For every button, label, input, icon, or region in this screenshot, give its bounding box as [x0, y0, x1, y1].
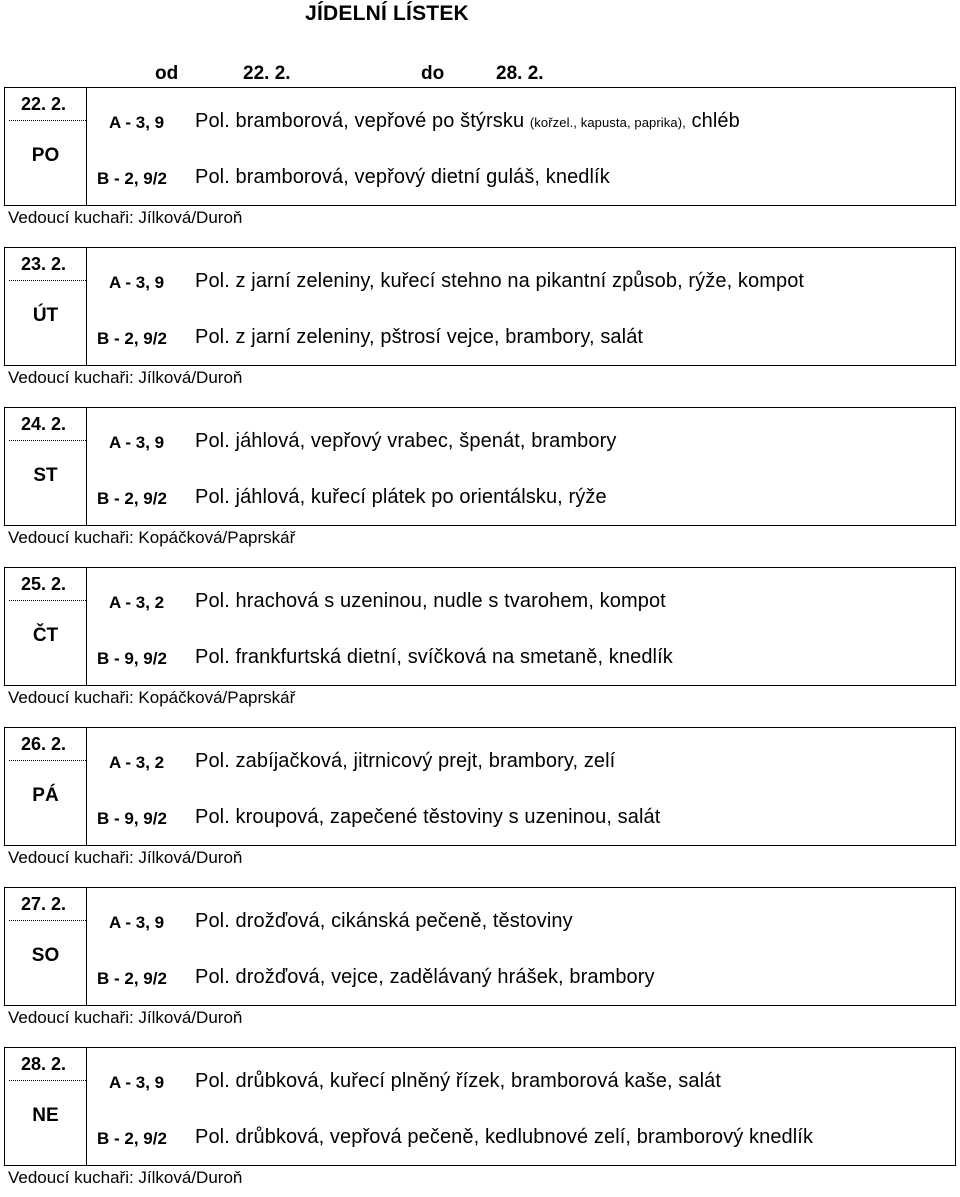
day-abbreviation: NE: [32, 1105, 59, 1126]
day-box: [4, 887, 956, 1006]
to-label: do: [421, 63, 445, 84]
dotted-separator: [9, 1080, 86, 1081]
day-date: 22. 2.: [21, 94, 67, 114]
menu-b-meal: Pol. jáhlová, kuřecí plátek po orientálsku, rýže: [195, 486, 607, 508]
column-divider: [86, 88, 87, 205]
menu-b-meal: Pol. kroupová, zapečené těstoviny s uzeninou, salát: [195, 806, 661, 828]
day-abbreviation: PÁ: [32, 785, 59, 806]
meal-a-text: Pol. drožďová, cikánská pečeně, těstoviny: [195, 910, 573, 932]
head-chefs: Vedoucí kuchaři: Jílková/Duroň: [8, 848, 243, 867]
menu-b-meal: Pol. bramborová, vepřový dietní guláš, knedlík: [195, 166, 610, 188]
day-date: 28. 2.: [21, 1054, 67, 1074]
day-block: [0, 87, 960, 237]
day-box: [4, 87, 956, 206]
menu-b-code: B - 2, 9/2: [97, 329, 167, 348]
menu-a-code: A - 3, 9: [109, 433, 165, 452]
column-divider: [86, 888, 87, 1005]
day-date: 24. 2.: [21, 414, 67, 434]
menu-a-meal: [195, 910, 573, 933]
menu-b-code: B - 2, 9/2: [97, 489, 167, 508]
day-block: [0, 727, 960, 877]
meal-a-text: Pol. zabíjačková, jitrnicový prejt, brambory, zelí: [195, 750, 616, 772]
day-block: [0, 407, 960, 557]
dotted-separator: [9, 280, 86, 281]
column-divider: [86, 248, 87, 365]
dotted-separator: [9, 440, 86, 441]
from-date: 22. 2.: [243, 63, 291, 84]
day-date: 27. 2.: [21, 894, 67, 914]
menu-b-code: B - 9, 9/2: [97, 809, 167, 828]
title-text: JÍDELNÍ LÍSTEK: [305, 2, 469, 25]
day-abbreviation: PO: [31, 145, 60, 166]
column-divider: [86, 1048, 87, 1165]
menu-a-code: A - 3, 9: [109, 113, 165, 132]
column-divider: [86, 728, 87, 845]
day-date: 23. 2.: [21, 254, 67, 274]
meal-a-text: Pol. jáhlová, vepřový vrabec, špenát, brambory: [195, 430, 617, 452]
menu-b-code: B - 2, 9/2: [97, 969, 167, 988]
menu-a-meal: [195, 270, 804, 293]
day-box: [4, 407, 956, 526]
menu-b-code: B - 2, 9/2: [97, 1129, 167, 1148]
dotted-separator: [9, 760, 86, 761]
day-abbreviation: SO: [31, 945, 60, 966]
menu-a-code: A - 3, 2: [109, 593, 165, 612]
meal-a-text: Pol. bramborová, vepřové po štýrsku: [195, 110, 525, 132]
head-chefs: Vedoucí kuchaři: Jílková/Duroň: [8, 1008, 243, 1027]
menu-a-meal: [195, 590, 666, 613]
head-chefs: Vedoucí kuchaři: Jílková/Duroň: [8, 1168, 243, 1187]
meal-a-tail: chléb: [691, 110, 740, 132]
column-divider: [86, 568, 87, 685]
day-block: [0, 567, 960, 717]
menu-a-meal: [195, 1070, 721, 1093]
menu-a-code: A - 3, 9: [109, 1073, 165, 1092]
day-abbreviation: ČT: [32, 625, 59, 646]
menu-a-code: A - 3, 9: [109, 913, 165, 932]
head-chefs: Vedoucí kuchaři: Jílková/Duroň: [8, 368, 243, 387]
day-box: [4, 247, 956, 366]
menu-a-code: A - 3, 9: [109, 273, 165, 292]
day-abbreviation: ST: [33, 465, 58, 486]
from-label: od: [155, 63, 179, 84]
day-block: [0, 887, 960, 1037]
day-box: [4, 567, 956, 686]
day-block: [0, 247, 960, 397]
head-chefs: Vedoucí kuchaři: Kopáčková/Paprskář: [8, 528, 296, 547]
meal-a-text: Pol. hrachová s uzeninou, nudle s tvarohem, kompot: [195, 590, 666, 612]
menu-b-meal: Pol. drožďová, vejce, zadělávaný hrášek, brambory: [195, 966, 655, 988]
day-date: 26. 2.: [21, 734, 67, 754]
page-title: [0, 2, 960, 26]
head-chefs: Vedoucí kuchaři: Jílková/Duroň: [8, 208, 243, 227]
menu-b-code: B - 9, 9/2: [97, 649, 167, 668]
menu-b-meal: Pol. z jarní zeleniny, pštrosí vejce, brambory, salát: [195, 326, 644, 348]
meal-a-text: Pol. drůbková, kuřecí plněný řízek, bramborová kaše, salát: [195, 1070, 722, 1092]
dotted-separator: [9, 120, 86, 121]
day-box: [4, 1047, 956, 1166]
menu-a-code: A - 3, 2: [109, 753, 165, 772]
day-block: [0, 1047, 960, 1197]
menu-b-code: B - 2, 9/2: [97, 169, 167, 188]
column-divider: [86, 408, 87, 525]
to-date: 28. 2.: [496, 63, 544, 84]
dotted-separator: [9, 600, 86, 601]
menu-b-meal: Pol. frankfurtská dietní, svíčková na smetaně, knedlík: [195, 646, 673, 668]
day-date: 25. 2.: [21, 574, 67, 594]
head-chefs: Vedoucí kuchaři: Kopáčková/Paprskář: [8, 688, 296, 707]
menu-a-meal: [195, 430, 616, 453]
day-box: [4, 727, 956, 846]
dotted-separator: [9, 920, 86, 921]
menu-b-meal: Pol. drůbková, vepřová pečeně, kedlubnové zelí, bramborový knedlík: [195, 1126, 814, 1148]
meal-a-text: Pol. z jarní zeleniny, kuřecí stehno na pikantní způsob, rýže, kompot: [195, 270, 805, 292]
meal-a-note: (kořzel., kapusta, paprika),: [529, 115, 686, 130]
menu-a-meal: [195, 110, 740, 133]
day-abbreviation: ÚT: [32, 305, 59, 326]
menu-a-meal: [195, 750, 615, 773]
